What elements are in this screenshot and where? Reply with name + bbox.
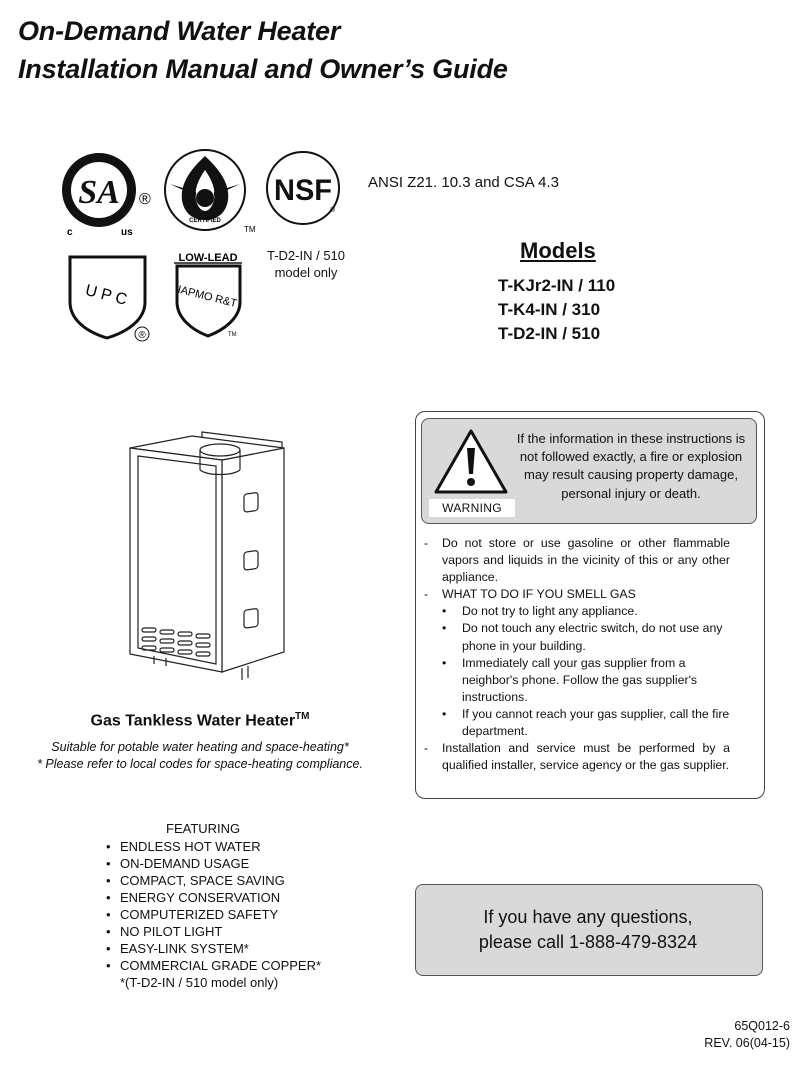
csa-us: us [121,227,133,238]
csa-flame-certification-logo [160,148,260,238]
feature-item: • NO PILOT LIGHT [106,924,223,939]
model-item: T-KJr2-IN / 110 [498,276,616,295]
compliance-note: * Please refer to local codes for space-heating compliance. [37,757,363,771]
feature-item: • ON-DEMAND USAGE [106,856,250,871]
warning-subitem: • Do not try to light any appliance. [442,604,638,619]
csa-registered: ® [139,191,151,208]
iapmo-lowlead-logo [172,250,252,342]
model-only-note [252,247,360,281]
feature-item: • EASY-LINK SYSTEM* [106,941,249,956]
nsf-registered: ® [330,207,336,214]
model-item: T-K4-IN / 310 [498,300,601,319]
contact-line1: If you have any questions, [483,907,693,927]
product-name [0,711,400,730]
features-list [106,838,321,991]
page-title-line1: On-Demand Water Heater [18,16,341,46]
product-name-text: Gas Tankless Water Heater [90,712,296,730]
doc-revision: REV. 06(04-15) [704,1036,790,1050]
csa-flame-certified: CERTIFIED [189,218,221,224]
feature-item: • COMPACT, SPACE SAVING [106,873,285,888]
upc-logo-text: U P C [83,282,129,309]
upc-registered: ® [138,330,146,341]
nsf-logo-text: NSF [274,174,332,207]
contact-text [415,905,761,955]
warning-subitem: • Do not touch any electric switch, do not use any phone in your building. [442,621,723,653]
warning-label: WARNING [429,499,515,517]
model-item: T-D2-IN / 510 [498,324,601,343]
product-suitability [0,739,400,773]
csa-logo-text: SA [78,174,120,211]
csa-c: c [67,227,73,238]
ansi-standard-text: ANSI Z21. 10.3 and CSA 4.3 [368,174,559,191]
iapmo-tm: TM [228,332,237,338]
nsf-logo [258,150,356,232]
warning-subitem: • Immediately call your gas supplier from a neighbor's phone. Follow the gas supplier's instructions. [442,655,698,704]
feature-item: • ENDLESS HOT WATER [106,839,261,854]
features-heading: FEATURING [166,821,241,836]
suitability-text: Suitable for potable water heating and space-heating* [51,740,349,754]
upc-logo [65,252,160,344]
feature-item: • COMMERCIAL GRADE COPPER* [106,958,322,973]
feature-footnote: *(T-D2-IN / 510 model only) [120,975,279,990]
model-note-line1: T-D2-IN / 510 [266,248,346,263]
models-heading: Models [520,238,596,263]
warning-triangle-icon [433,428,509,496]
csa-flame-tm: TM [244,225,256,234]
warning-item: - Do not store or use gasoline or other flammable vapors and liquids in the vicinity of this or any other appliance. [424,536,730,585]
doc-code: 65Q012-6 [734,1019,790,1033]
warning-text: If the information in these instructions is not followed exactly, a fire or explosion may result causing property damage, personal injury or death. [516,431,746,501]
warning-item: - WHAT TO DO IF YOU SMELL GAS [424,587,636,602]
csa-logo [55,150,160,240]
contact-phone: please call 1-888-479-8324 [478,932,698,952]
iapmo-lowlead-text: LOW-LEAD [178,252,238,264]
iapmo-text: IAPMO R&T [176,283,239,311]
warning-subitem: • If you cannot reach your gas supplier, call the fire department. [442,706,730,739]
product-tm: TM [295,711,310,722]
water-heater-illustration [118,428,298,688]
feature-item: • COMPUTERIZED SAFETY [106,907,279,922]
warning-item: - Installation and service must be performed by a qualified installer, service agency or the gas supplier. [424,741,730,773]
page-title-line2: Installation Manual and Owner’s Guide [18,54,508,84]
feature-item: • ENERGY CONSERVATION [106,890,281,905]
model-note-line2: model only [274,265,338,280]
warning-list [420,535,730,774]
document-number [704,1018,790,1052]
